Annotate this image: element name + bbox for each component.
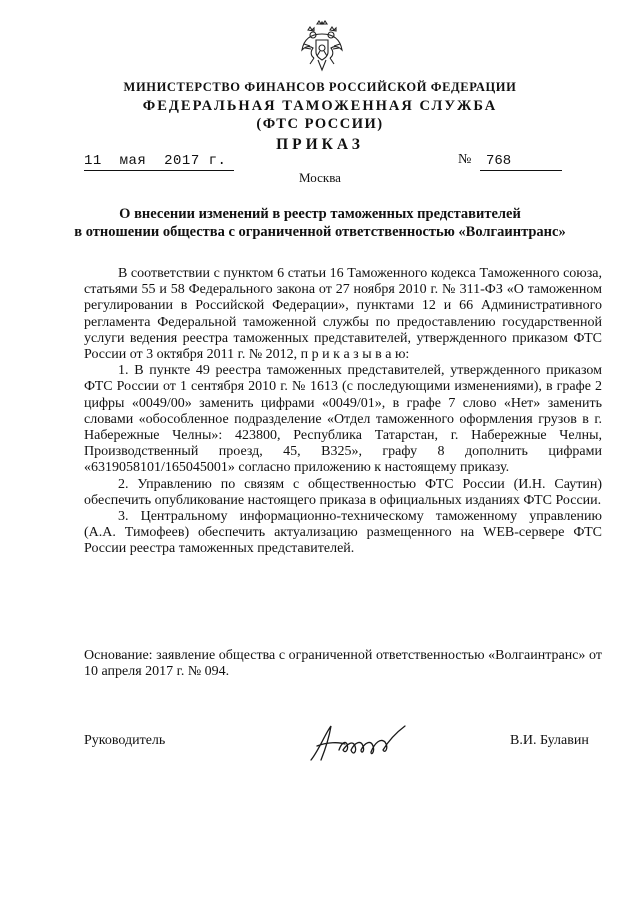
item-1-paragraph: 1. В пункте 49 реестра таможенных представителей, утвержденного приказом ФТС России от 1 сентября 2010 г. № 1613 (с последующими изменениями), в графе 2 цифры «0049/00» заменить цифрами «0049/01», в графе 7 слово «Нет» заменить словами «обособленное подразделение «Отдел таможенного оформления грузов в г. Набережные Челны»: 423800, Республика Татарстан, г. Набережные Челны, Производственный проезд, 45, В325», графу 8 дополнить цифрами «6319058101/165045001» согласно приложению к настоящему приказу. [84,363,602,476]
document-body [84,266,602,558]
city: Москва [299,170,341,185]
title-line-2: в отношении общества с ограниченной ответственностью «Волгаинтранс» [74,224,566,240]
order-number-label: № [458,152,472,167]
basis-paragraph: Основание: заявление общества с ограниченной ответственностью «Волгаинтранс» от 10 апреля 2017 г. № 094. [84,648,602,680]
signature-image [305,720,415,768]
document-type: ПРИКАЗ [276,136,364,153]
ministry-name: МИНИСТЕРСТВО ФИНАНСОВ РОССИЙСКОЙ ФЕДЕРАЦИИ [123,80,517,94]
document-title [0,205,640,241]
order-date: 11 мая 2017 г. [84,153,234,171]
basis-section [84,648,602,680]
title-line-1: О внесении изменений в реестр таможенных представителей [119,206,521,222]
item-2-paragraph: 2. Управлению по связям с общественностью ФТС России (И.Н. Саутин) обеспечить опубликование настоящего приказа в официальных изданиях ФТС России. [84,476,602,508]
service-short-name: (ФТС РОССИИ) [256,116,384,132]
signatory-position: Руководитель [84,733,166,748]
item-3-paragraph: 3. Центральному информационно-техническому таможенному управлению (А.А. Тимофеев) обеспечить актуализацию размещенного на WEB-сервере ФТС России реестра таможенных представителей. [84,509,602,557]
service-name: ФЕДЕРАЛЬНАЯ ТАМОЖЕННАЯ СЛУЖБА [142,98,498,114]
order-number: 768 [480,153,562,171]
signatory-name: В.И. Булавин [510,733,589,748]
preamble-paragraph: В соответствии с пунктом 6 статьи 16 Таможенного кодекса Таможенного союза, статьями 55 и 58 Федерального закона от 27 ноября 2010 г. № 311-ФЗ «О таможенном регулировании в Российской Федерации», пунктами 12 и 66 Административного регламента Федеральной таможенной службы по предоставлению государственной услуги ведения реестра таможенных представителей, утвержденного приказом ФТС России от 3 октября 2011 г. № 2012, п р и к а з ы в а ю: [84,266,602,363]
emblem-icon [300,20,344,72]
